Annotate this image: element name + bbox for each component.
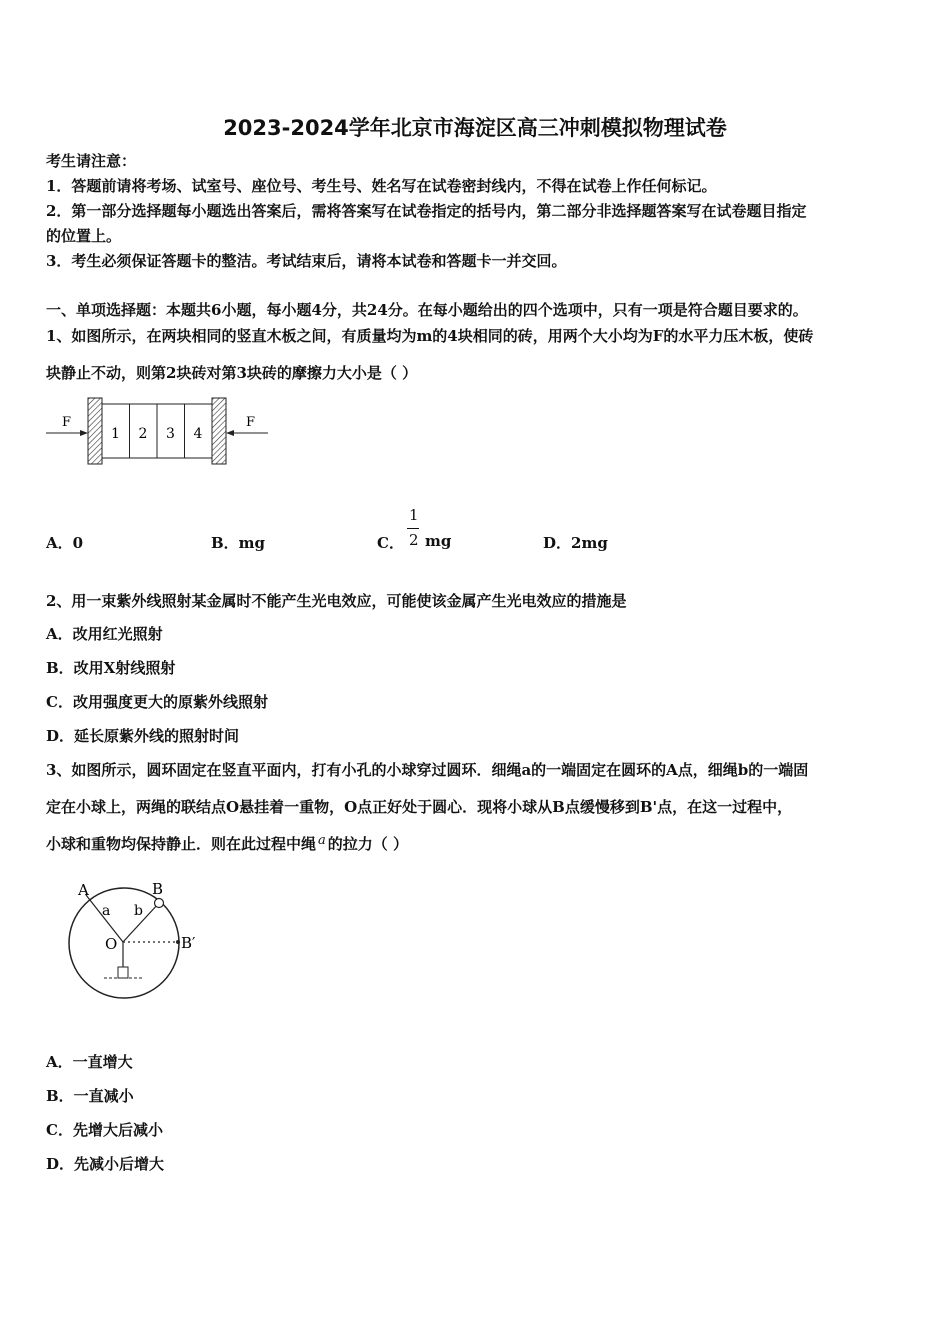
q3-stem-line3-after: 的拉力（ ） bbox=[327, 835, 409, 853]
brick-label-3: 3 bbox=[166, 426, 175, 442]
left-board bbox=[88, 398, 102, 464]
brick-label-4: 4 bbox=[193, 426, 203, 442]
weight bbox=[118, 967, 128, 978]
q1-stem-line2: 块静止不动，则第2块砖对第3块砖的摩擦力大小是（ ） bbox=[46, 364, 418, 382]
section-heading: 一、单项选择题：本题共6小题，每小题4分，共24分。在每小题给出的四个选项中，只有一项是符合题目要求的。 bbox=[46, 301, 808, 319]
q2-option-d: D．延长原紫外线的照射时间 bbox=[46, 727, 240, 745]
force-arrow-right-head bbox=[226, 430, 234, 436]
label-A: A bbox=[78, 881, 89, 899]
q3-stem-line1: 3、如图所示，圆环固定在竖直平面内，打有小孔的小球穿过圆环．细绳a的一端固定在圆环的A点，细绳b的一端固 bbox=[46, 761, 809, 779]
label-b: b bbox=[134, 903, 143, 919]
notice-item-2-cont: 的位置上。 bbox=[46, 227, 122, 245]
right-board bbox=[212, 398, 226, 464]
force-label-left: F bbox=[62, 415, 72, 430]
q1-stem-line1: 1、如图所示，在两块相同的竖直木板之间，有质量均为m的4块相同的砖，用两个大小均为F的水平力压木板，使砖 bbox=[46, 327, 814, 345]
q3-stem-line2: 定在小球上，两绳的联结点O悬挂着一重物，O点正好处于圆心．现将小球从B点缓慢移到B'点，在这一过程中， bbox=[46, 798, 793, 816]
q1-option-a: A．0 bbox=[46, 534, 84, 552]
q3-stem-line3-before: 小球和重物均保持静止．则在此过程中绳 bbox=[46, 835, 317, 853]
force-label-right: F bbox=[246, 415, 256, 430]
q3-ring-figure bbox=[64, 875, 224, 1010]
q2-option-c: C．改用强度更大的原紫外线照射 bbox=[46, 693, 268, 711]
q2-option-b: B．改用X射线照射 bbox=[46, 659, 176, 677]
q3-option-a: A．一直增大 bbox=[46, 1053, 133, 1071]
notice-item-2: 2．第一部分选择题每小题选出答案后，需将答案写在试卷指定的括号内，第二部分非选择题答案写在试卷题目指定 bbox=[46, 202, 807, 220]
q3-option-d: D．先减小后增大 bbox=[46, 1155, 165, 1173]
label-a: a bbox=[102, 903, 111, 919]
q3-option-c: C．先增大后减小 bbox=[46, 1121, 163, 1139]
q1-option-c-fraction-bar bbox=[407, 528, 419, 529]
q3-option-b: B．一直减小 bbox=[46, 1087, 134, 1105]
q2-stem: 2、用一束紫外线照射某金属时不能产生光电效应，可能使该金属产生光电效应的措施是 bbox=[46, 592, 627, 610]
force-arrow-left-head bbox=[80, 430, 88, 436]
q1-option-c-prefix: C． bbox=[377, 534, 404, 552]
point-B-prime bbox=[176, 940, 180, 944]
q1-brick-figure bbox=[44, 392, 274, 472]
q1-option-c-suffix: mg bbox=[425, 532, 452, 550]
q1-option-d: D．2mg bbox=[543, 534, 608, 552]
q1-option-c-denominator: 2 bbox=[409, 531, 419, 549]
notice-item-3: 3．考生必须保证答题卡的整洁。考试结束后，请将本试卷和答题卡一并交回。 bbox=[46, 252, 567, 270]
q1-option-c-numerator: 1 bbox=[409, 506, 419, 524]
small-ball bbox=[155, 899, 164, 908]
page-title: 2023-2024学年北京市海淀区高三冲刺模拟物理试卷 bbox=[223, 116, 727, 140]
label-B-prime: B′ bbox=[181, 934, 196, 952]
brick-label-1: 1 bbox=[111, 426, 120, 442]
q1-option-b: B．mg bbox=[211, 534, 266, 552]
notice-item-1: 1．答题前请将考场、试室号、座位号、考生号、姓名写在试卷密封线内，不得在试卷上作任何标记。 bbox=[46, 177, 717, 195]
brick-label-2: 2 bbox=[138, 426, 148, 442]
q3-rope-var: a bbox=[318, 833, 326, 848]
label-B: B bbox=[152, 880, 164, 898]
notice-heading: 考生请注意： bbox=[46, 152, 137, 170]
q2-option-a: A．改用红光照射 bbox=[46, 625, 163, 643]
q3-stem-line3 bbox=[46, 833, 916, 857]
label-O: O bbox=[105, 935, 118, 953]
